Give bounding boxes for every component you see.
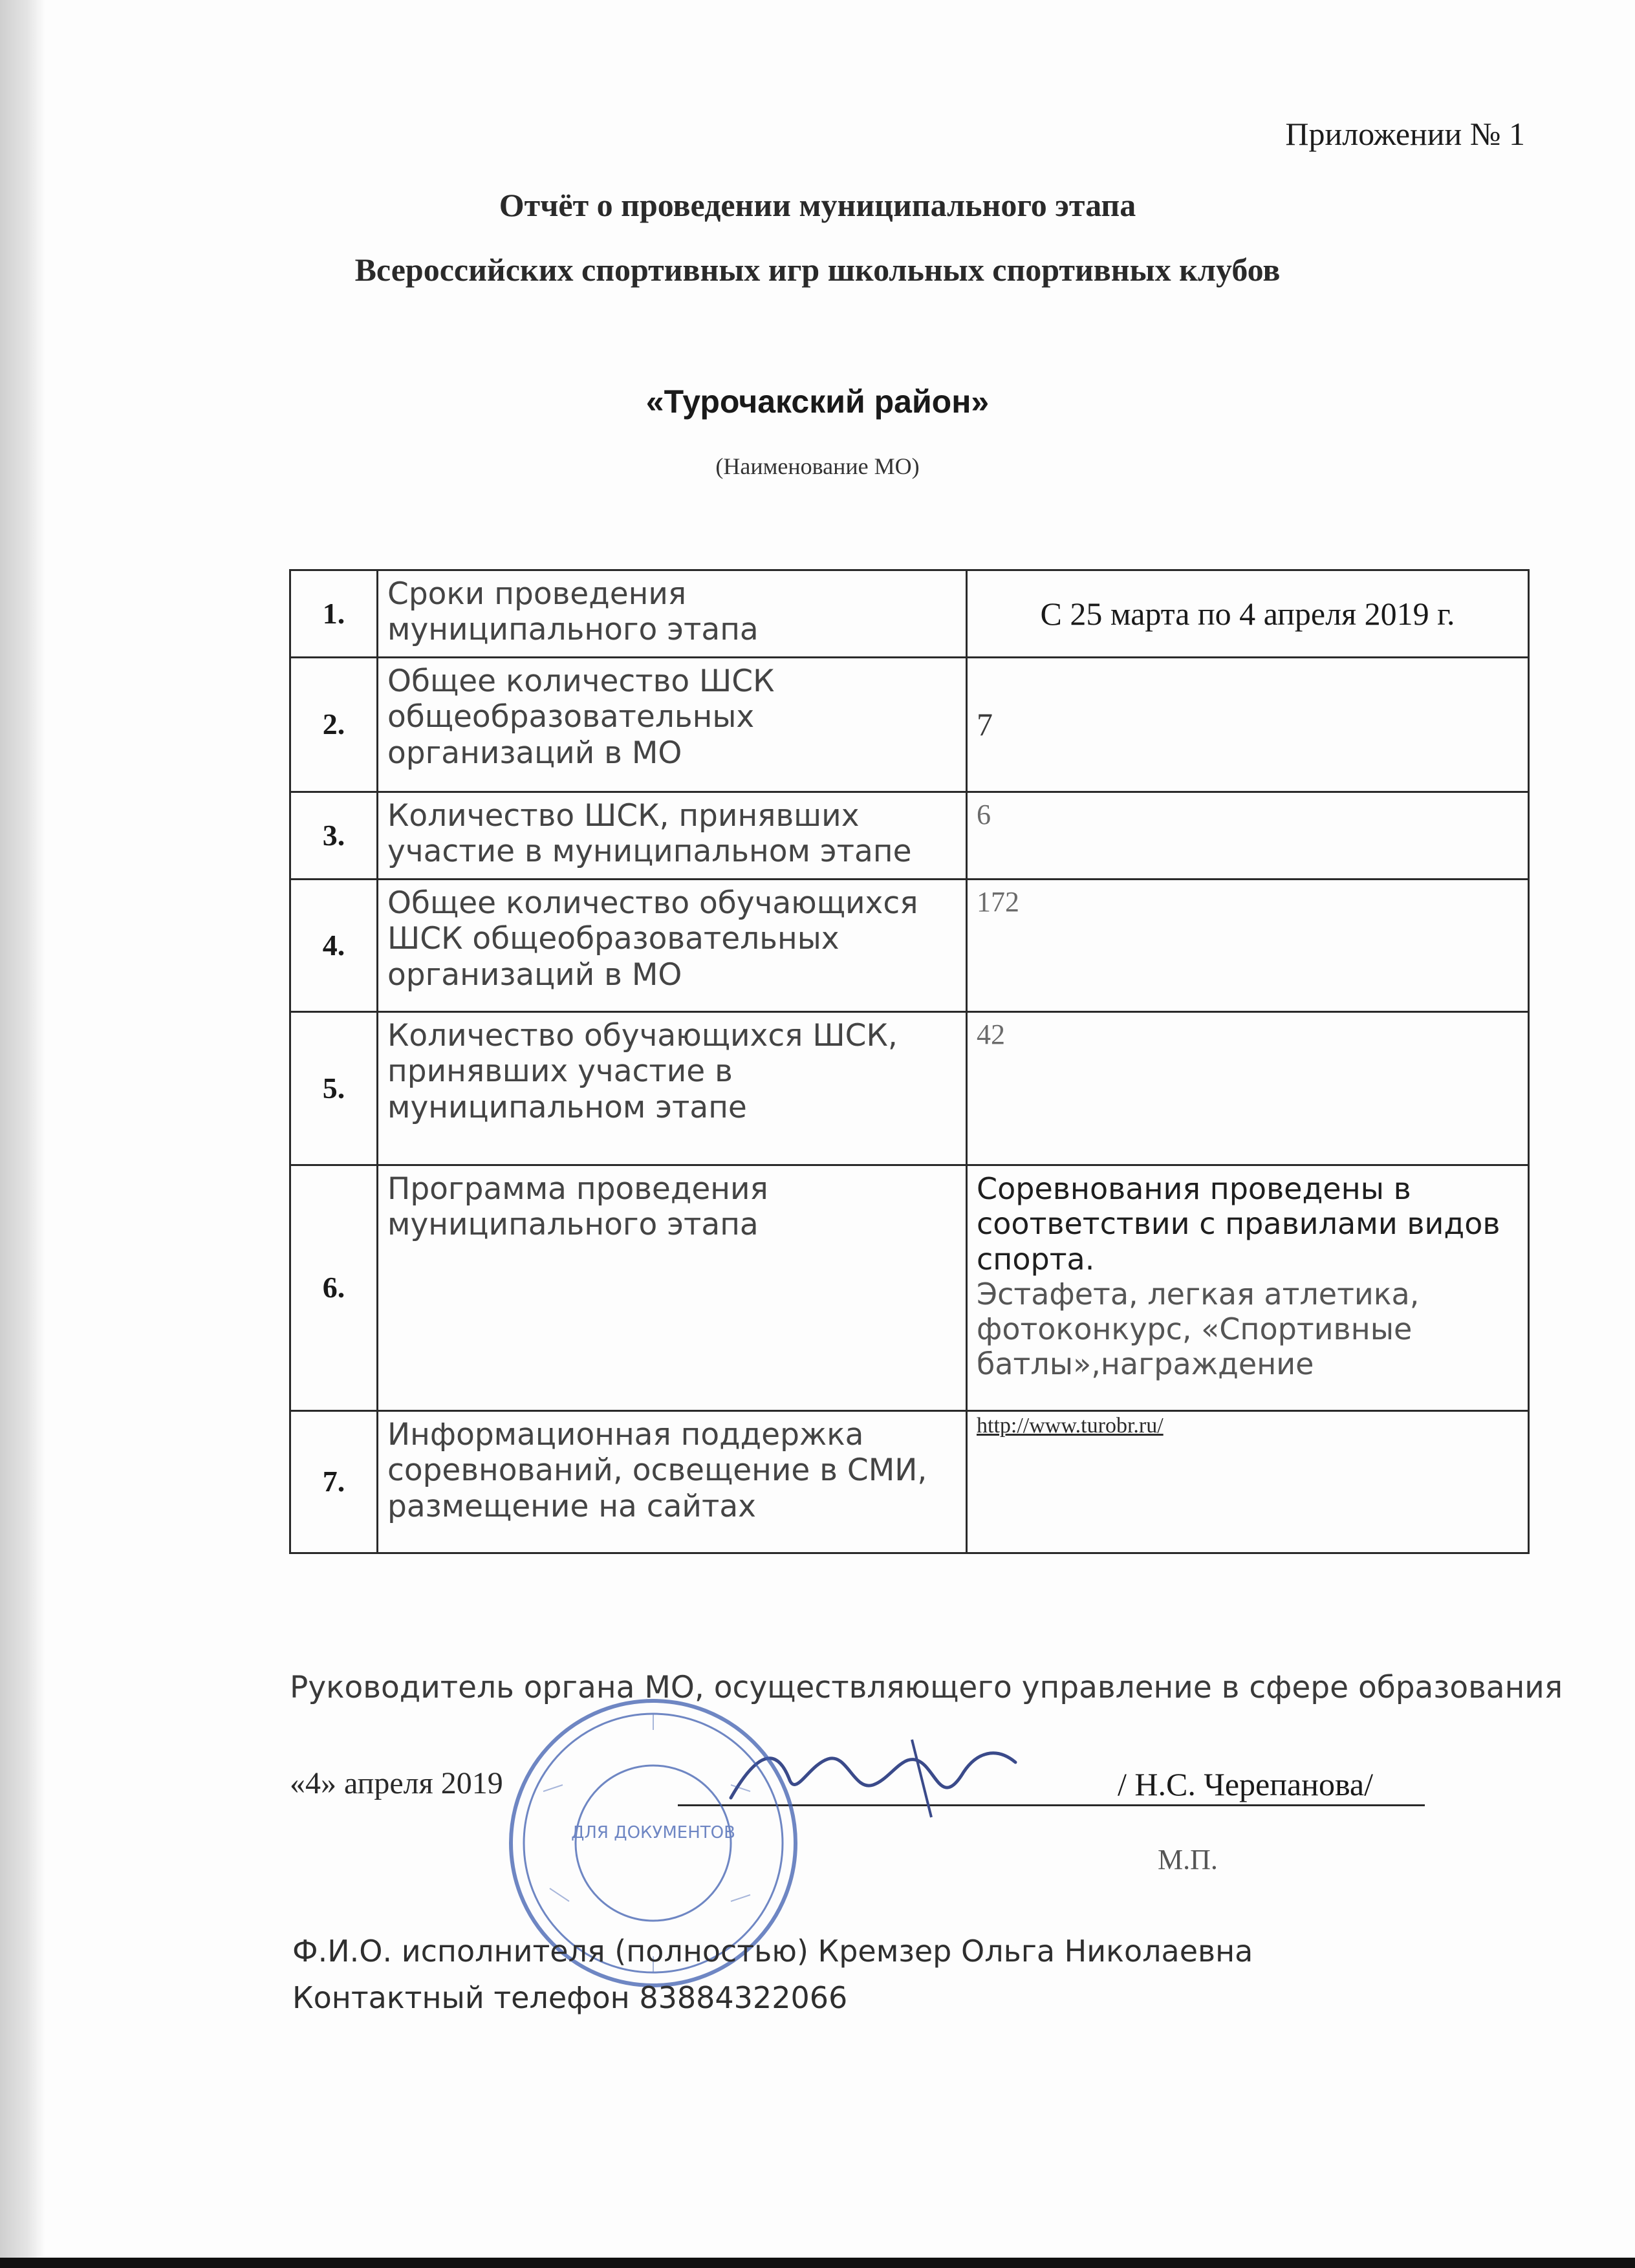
report-table [289, 569, 1530, 1554]
table-row [290, 880, 1529, 1012]
row-value: 42 [967, 1012, 1529, 1165]
report-title-line1: Отчёт о проведении муниципального этапа [499, 187, 1136, 223]
executor-name: Ф.И.О. исполнителя (полностью) Кремзер Ольга Николаевна [292, 1934, 1253, 1969]
seal-place-label: М.П. [1158, 1844, 1218, 1875]
row-number: 3. [290, 792, 378, 880]
row-label: Количество ШСК, принявших участие в муниципальном этапе [378, 792, 967, 880]
row-number: 4. [290, 880, 378, 1012]
row-label: Общее количество ШСК общеобразовательных организаций в МО [378, 658, 967, 792]
row-value [967, 1411, 1529, 1553]
row-label: Программа проведения муниципального этапа [378, 1165, 967, 1411]
row-label: Общее количество обучающихся ШСК общеобразовательных организаций в МО [378, 880, 967, 1012]
row-number: 1. [290, 570, 378, 658]
row-value [967, 1165, 1529, 1411]
stamp-text: ДЛЯ ДОКУМЕНТОВ [571, 1823, 735, 1842]
mo-caption: (Наименование МО) [715, 453, 920, 479]
table-row [290, 1165, 1529, 1411]
row-number: 7. [290, 1411, 378, 1553]
mo-name: «Турочакский район» [645, 383, 990, 420]
row-value: 6 [967, 792, 1529, 880]
contact-phone: Контактный телефон 83884322066 [292, 1980, 848, 2015]
table-row [290, 570, 1529, 658]
row-value: 172 [967, 880, 1529, 1012]
table-row [290, 1411, 1529, 1553]
row-number: 6. [290, 1165, 378, 1411]
signature-date: «4» апреля 2019 [290, 1766, 503, 1800]
program-events: Эстафета, легкая атлетика, фотоконкурс, «Спортивные батлы»,награждение [977, 1276, 1420, 1382]
scan-left-edge [0, 0, 45, 2268]
row-number: 2. [290, 658, 378, 792]
table-row [290, 1012, 1529, 1165]
row-value: 7 [967, 658, 1529, 792]
annex-label: Приложении № 1 [1285, 116, 1525, 152]
table-row [290, 792, 1529, 880]
signer-name: / Н.С. Черепанова/ [1118, 1766, 1373, 1802]
row-label: Сроки проведения муниципального этапа [378, 570, 967, 658]
table-row [290, 658, 1529, 792]
program-summary: Соревнования проведены в соответствии с правилами видов спорта. [977, 1171, 1500, 1277]
website-link[interactable]: http://www.turobr.ru/ [977, 1414, 1164, 1438]
report-title-line2: Всероссийских спортивных игр школьных спортивных клубов [354, 252, 1281, 288]
row-label: Количество обучающихся ШСК, принявших участие в муниципальном этапе [378, 1012, 967, 1165]
scan-bottom-edge [0, 2258, 1635, 2268]
row-value: С 25 марта по 4 апреля 2019 г. [967, 570, 1529, 658]
head-of-education-line: Руководитель органа МО, осуществляющего управление в сфере образования [290, 1670, 1563, 1705]
row-number: 5. [290, 1012, 378, 1165]
row-label: Информационная поддержка соревнований, освещение в СМИ, размещение на сайтах [378, 1411, 967, 1553]
